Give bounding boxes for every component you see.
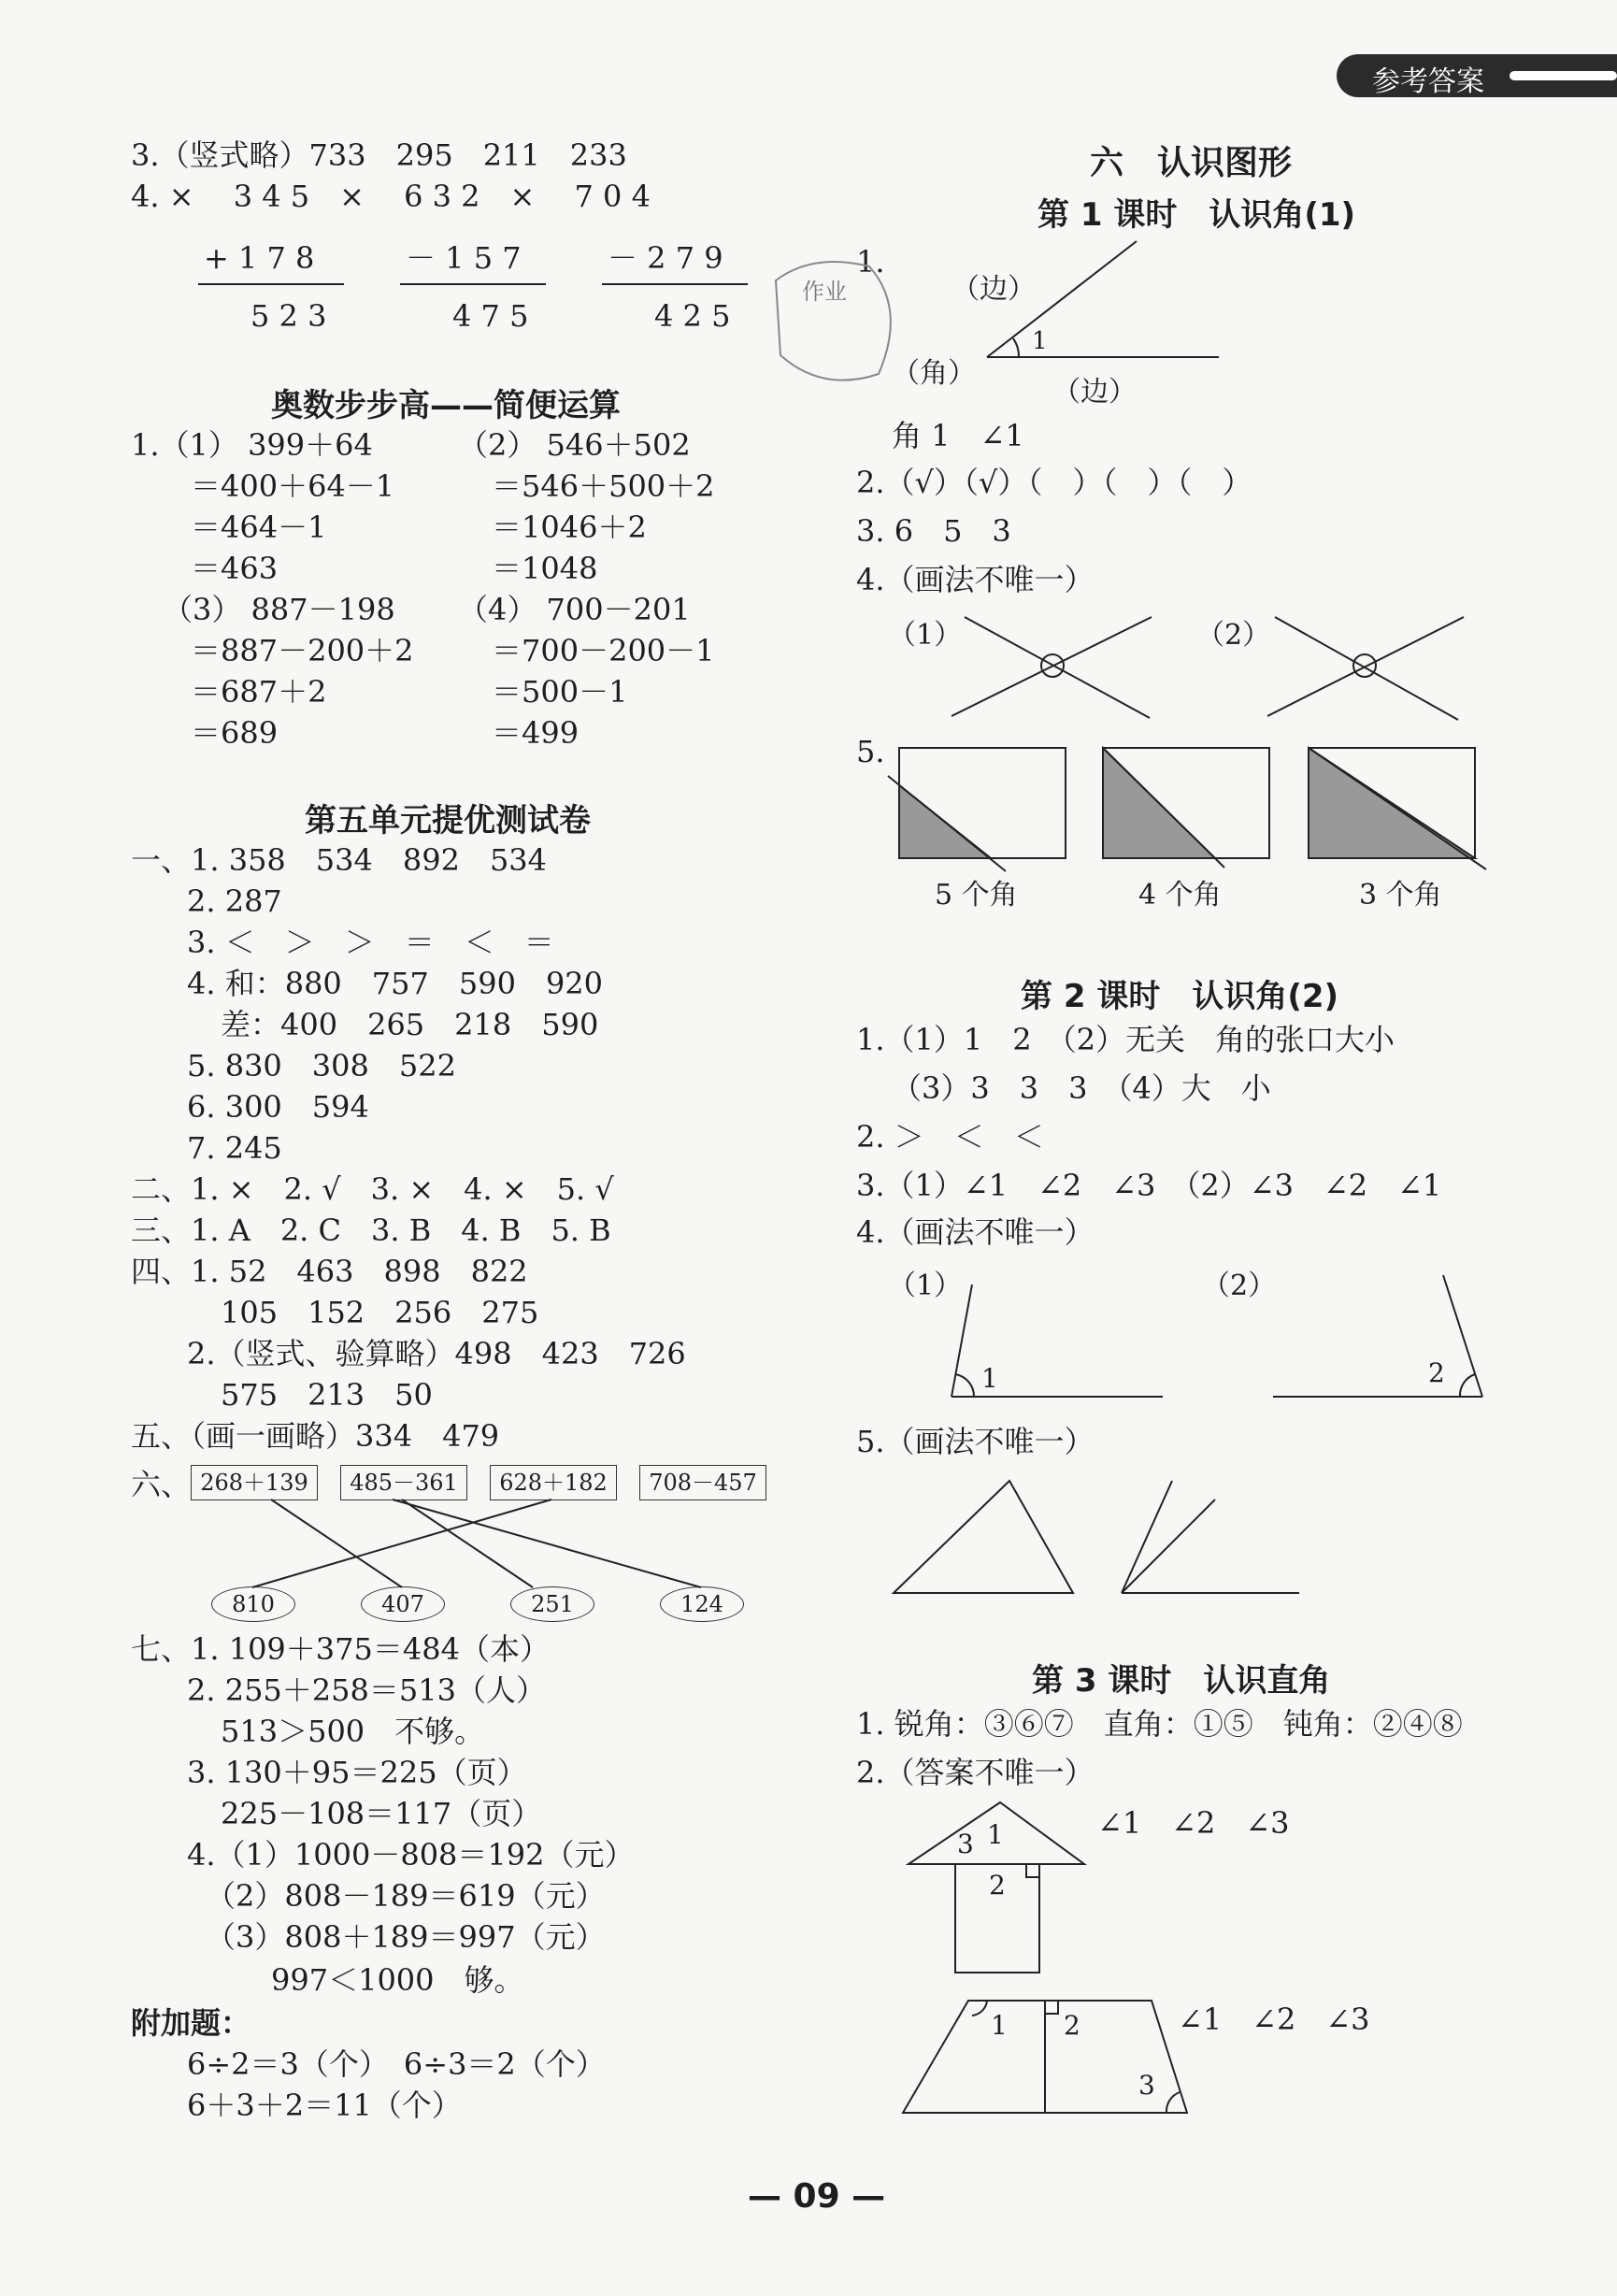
word-line-5: 225－108＝117（页）: [221, 1796, 542, 1831]
trap-arc-3: [1166, 2092, 1180, 2113]
test-line-5: 差：400 265 218 590: [221, 1007, 599, 1042]
match-line-2: [402, 1500, 533, 1587]
rect-2-cut: [1103, 748, 1224, 868]
r2-angle1-arc: [955, 1374, 974, 1397]
angle-number-1: 1: [1032, 327, 1048, 355]
rect-1-cut: [888, 776, 1006, 871]
house-n1: 1: [987, 1819, 1004, 1850]
stamp-text: 作业: [802, 279, 847, 305]
word-line-9: 997＜1000 够。: [271, 1962, 524, 1998]
word-line-8: （3）808＋189＝997（元）: [206, 1919, 606, 1955]
section-title-unit5-test: 第五单元提优测试卷: [305, 802, 591, 839]
test-line-11: 四、1. 52 463 898 822: [131, 1254, 528, 1289]
match-oval-4: 124: [660, 1586, 744, 1622]
rect-1-shade: [899, 785, 991, 858]
word-line-6: 4.（1）1000－808＝192（元）: [187, 1837, 635, 1873]
test-line-6: 5. 830 308 522: [187, 1048, 456, 1083]
calc-2-right: ＝546＋500＋2: [492, 468, 715, 504]
r3-line-1: 1. 锐角：③⑥⑦ 直角：①⑤ 钝角：②④⑧: [856, 1706, 1463, 1742]
left-line-4: 4. × 3 4 5 × 6 3 2 × 7 0 4: [131, 179, 651, 214]
r2-line-3: 2. ＞ ＜ ＜: [856, 1119, 1044, 1155]
cross2-line-b: [1267, 617, 1464, 716]
house-n2: 2: [989, 1870, 1006, 1901]
r2-angle-2: 2: [1428, 1357, 1445, 1388]
r-q1b: 角 1 ∠1: [892, 418, 1024, 453]
r2-angle2-side: [1443, 1275, 1482, 1397]
vertical-result-2: 4 7 5: [452, 298, 529, 334]
match-box-1: 268＋139: [191, 1465, 318, 1500]
angle-side-label-2: （边）: [1052, 376, 1137, 409]
r2-line-1: 1.（1）1 2 （2）无关 角的张口大小: [856, 1022, 1395, 1057]
angle-side-label-1: （边）: [952, 273, 1036, 306]
r2-p1: （1）: [888, 1270, 963, 1302]
calc-1-left: 1.（1） 399＋64: [131, 427, 373, 463]
vertical-addend-3: － 2 7 9: [608, 240, 723, 276]
rect-3-shade: [1309, 748, 1475, 858]
vertical-result-3: 4 2 5: [654, 298, 731, 334]
bonus-line-1: 6÷2＝3（个） 6÷3＝2（个）: [187, 2046, 606, 2082]
calc-6-right: ＝700－200－1: [492, 633, 715, 668]
bonus-line-2: 6＋3＋2＝11（个）: [187, 2088, 462, 2123]
word-line-7: （2）808－189＝619（元）: [206, 1878, 606, 1914]
r-q2: 2.（√）（√）（ ）（ ）（ ）: [856, 465, 1252, 500]
answer-tab-stripe: [1510, 71, 1617, 80]
test-line-13: 2.（竖式、验算略）498 423 726: [187, 1336, 686, 1371]
test-line-15: 五、（画一画略）334 479: [131, 1418, 500, 1454]
match-oval-1: 810: [211, 1586, 295, 1622]
test-line-2: 2. 287: [187, 883, 282, 919]
calc-5-left: （3） 887－198: [163, 592, 395, 627]
answer-tab-label: 参考答案: [1372, 65, 1484, 98]
r2-angle2-arc: [1460, 1374, 1475, 1397]
cross1-line-a: [965, 617, 1150, 718]
calc-5-right: （4） 700－201: [458, 592, 691, 627]
r2-fan-ray2: [1122, 1500, 1215, 1593]
r2-p2: （2）: [1202, 1270, 1277, 1302]
section-title-mental-math: 奥数步步高——简便运算: [271, 387, 621, 424]
r-q4-p2: （2）: [1196, 619, 1271, 652]
calc-8-left: ＝689: [191, 715, 279, 751]
lesson-1-title: 第 1 课时 认识角(1): [1037, 196, 1356, 234]
r2-line-5: 4.（画法不唯一）: [856, 1214, 1095, 1250]
match-line-3: [252, 1500, 551, 1587]
rect-3: [1309, 748, 1475, 858]
vertical-addend-1: + 1 7 8: [204, 240, 315, 276]
chapter-title: 六 认识图形: [1090, 144, 1293, 182]
match-box-4: 708－457: [639, 1465, 766, 1500]
rect-1: [899, 748, 1066, 858]
word-line-3: 513＞500 不够。: [221, 1714, 485, 1749]
calc-8-right: ＝499: [492, 715, 580, 751]
r2-line-2: （3）3 3 3 （4）大 小: [892, 1070, 1271, 1106]
cross2-line-a: [1275, 617, 1458, 720]
rect-result-3: 3 个角: [1359, 879, 1442, 911]
rect-2-shade: [1103, 748, 1215, 858]
match-line-5: [393, 1500, 701, 1587]
test-line-1: 一、1. 358 534 892 534: [131, 842, 548, 878]
house-n3: 3: [957, 1829, 974, 1859]
r-q4: 4.（画法不唯一）: [856, 562, 1095, 597]
rect-result-2: 4 个角: [1138, 879, 1222, 911]
calc-2-left: ＝400＋64－1: [191, 468, 395, 504]
r2-angle-1: 1: [981, 1363, 998, 1394]
test-line-16: 六、: [131, 1467, 192, 1502]
r3-trap-angles: ∠1 ∠2 ∠3: [1178, 2002, 1370, 2037]
vertical-result-1: 5 2 3: [250, 298, 327, 334]
lesson-3-title: 第 3 课时 认识直角: [1032, 1662, 1331, 1700]
word-line-1: 七、1. 109＋375＝484（本）: [131, 1631, 550, 1667]
calc-7-right: ＝500－1: [492, 674, 628, 710]
angle-vertex-label: （角）: [892, 357, 976, 390]
r3-house-angles: ∠1 ∠2 ∠3: [1097, 1805, 1290, 1841]
calc-6-left: ＝887－200＋2: [191, 633, 414, 668]
test-line-9: 二、1. × 2. √ 3. × 4. × 5. √: [131, 1171, 614, 1207]
r2-line-8: 5.（画法不唯一）: [856, 1424, 1095, 1459]
test-line-4: 4. 和：880 757 590 920: [187, 966, 604, 1001]
trap-n3: 3: [1138, 2070, 1155, 2101]
lesson-2-title: 第 2 课时 认识角(2): [1021, 978, 1339, 1015]
cross1-line-b: [952, 617, 1152, 716]
r-q1-label: 1.: [856, 244, 885, 280]
calc-3-left: ＝464－1: [191, 509, 327, 545]
r-q4-p1: （1）: [888, 619, 963, 652]
page-number: — 09 —: [748, 2177, 886, 2216]
rect-2: [1103, 748, 1269, 858]
r-q5: 5.: [856, 734, 885, 769]
match-oval-2: 407: [361, 1586, 445, 1622]
match-line-4: [701, 1500, 710, 1587]
rect-3-cut: [1309, 748, 1486, 869]
test-line-7: 6. 300 594: [187, 1089, 369, 1125]
calc-4-right: ＝1048: [492, 551, 598, 586]
r2-fan-ray1: [1122, 1481, 1172, 1593]
match-line-1: [271, 1500, 402, 1587]
angle-arc-1: [1013, 338, 1019, 357]
test-line-10: 三、1. A 2. C 3. B 4. B 5. B: [131, 1213, 611, 1248]
r2-line-4: 3.（1）∠1 ∠2 ∠3 （2）∠3 ∠2 ∠1: [856, 1168, 1442, 1203]
left-line-3: 3.（竖式略）733 295 211 233: [131, 137, 627, 173]
cross2-arc: [1353, 654, 1376, 677]
calc-3-right: ＝1046＋2: [492, 509, 647, 545]
word-line-2: 2. 255＋258＝513（人）: [187, 1672, 546, 1708]
test-line-12: 105 152 256 275: [221, 1295, 539, 1330]
trap-arc-1: [972, 2001, 987, 2016]
trap-n2: 2: [1064, 2010, 1080, 2041]
calc-1-right: （2） 546＋502: [458, 427, 691, 463]
calc-7-left: ＝687＋2: [191, 674, 327, 710]
trap-right-angle: [1045, 2001, 1058, 2014]
match-box-2: 485－361: [340, 1465, 467, 1500]
test-line-8: 7. 245: [187, 1130, 282, 1166]
trap-n1: 1: [991, 2010, 1008, 2041]
match-box-3: 628＋182: [490, 1465, 617, 1500]
house-right-angle: [1026, 1864, 1039, 1877]
rect-result-1: 5 个角: [935, 879, 1018, 911]
cross1-arc: [1041, 654, 1064, 677]
r2-triangle: [894, 1481, 1073, 1593]
vertical-addend-2: － 1 5 7: [406, 240, 522, 276]
bonus-title: 附加题：: [131, 2005, 251, 2041]
r-q3: 3. 6 5 3: [856, 513, 1011, 549]
r3-line-2: 2.（答案不唯一）: [856, 1755, 1095, 1790]
word-line-4: 3. 130＋95＝225（页）: [187, 1755, 527, 1790]
test-line-3: 3. ＜ ＞ ＞ ＝ ＜ ＝: [187, 925, 554, 960]
match-oval-3: 251: [510, 1586, 594, 1622]
test-line-14: 575 213 50: [221, 1377, 433, 1413]
calc-4-left: ＝463: [191, 551, 279, 586]
